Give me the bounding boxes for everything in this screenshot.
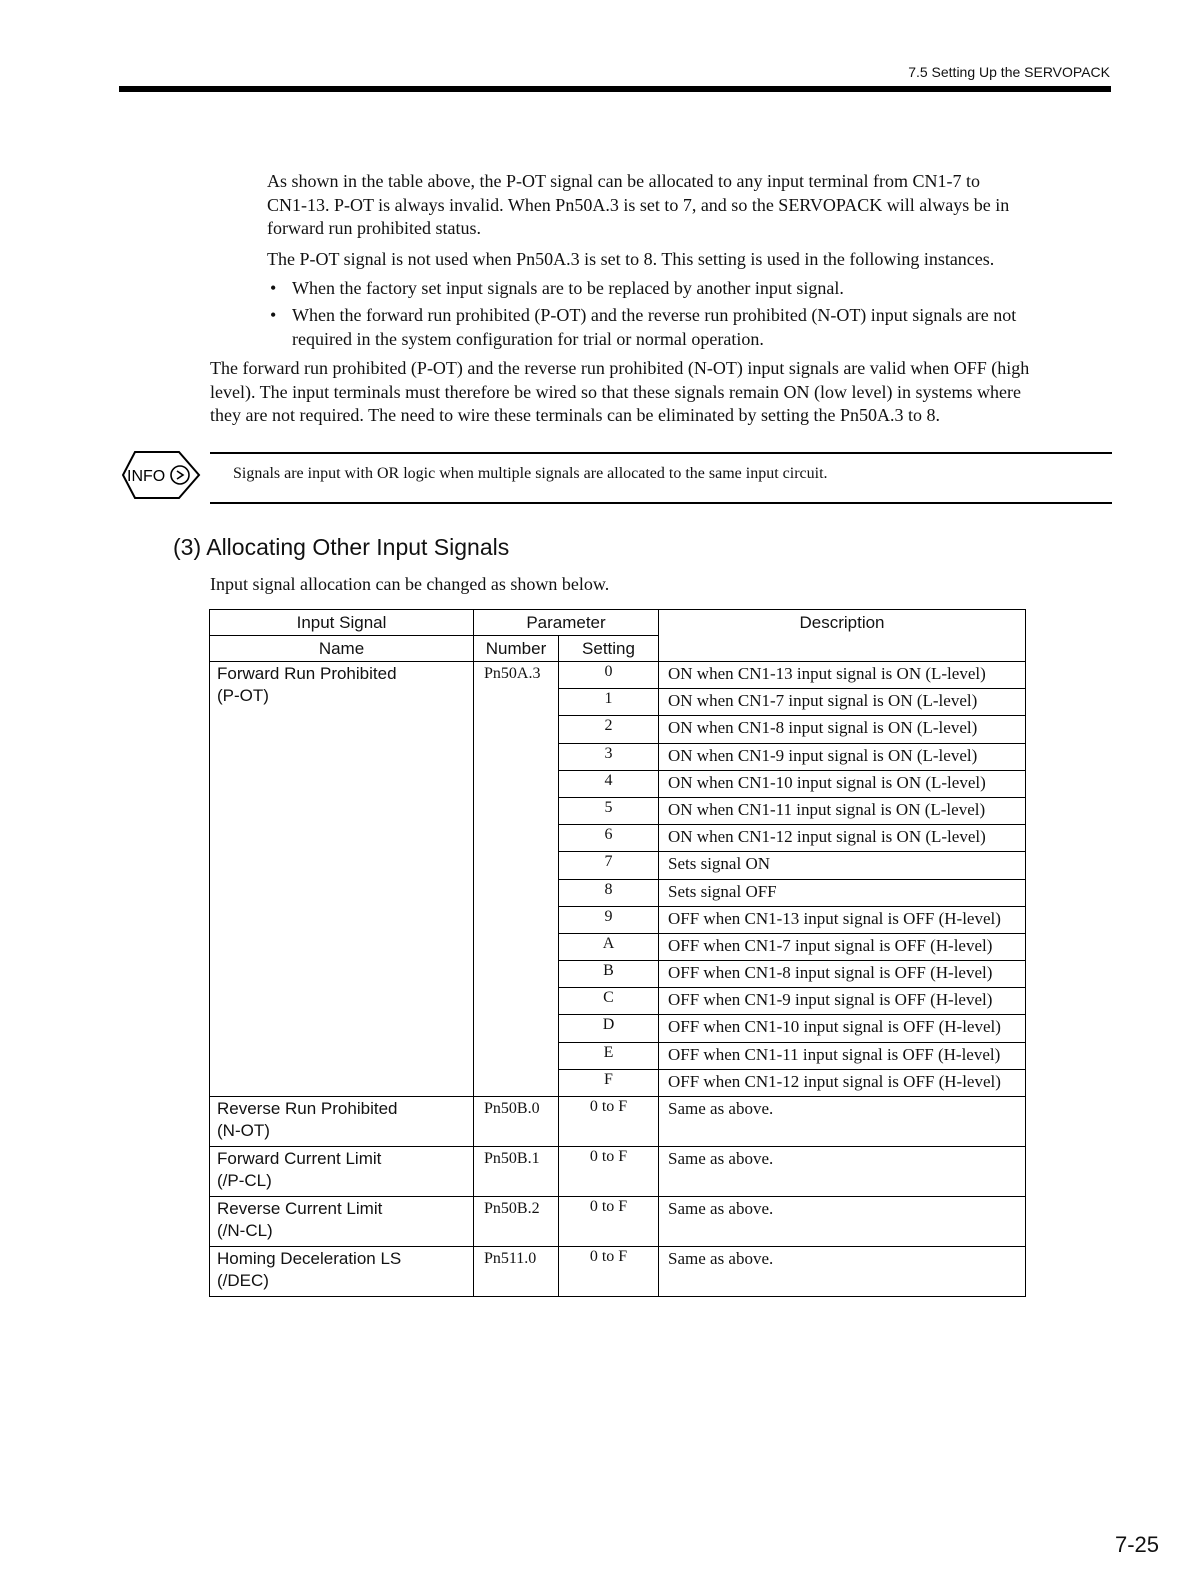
setting-value: D: [559, 1015, 659, 1042]
setting-value: A: [559, 933, 659, 960]
setting-value: B: [559, 961, 659, 988]
setting-description: OFF when CN1-7 input signal is OFF (H-level): [659, 933, 1026, 960]
setting-description: ON when CN1-9 input signal is ON (L-level): [659, 743, 1026, 770]
setting-value: F: [559, 1069, 659, 1096]
running-header: 7.5 Setting Up the SERVOPACK: [908, 64, 1110, 80]
header-parameter: Parameter: [474, 610, 659, 636]
table-row: [210, 662, 1026, 689]
section-title: (3) Allocating Other Input Signals: [173, 534, 510, 560]
setting-value: 0 to F: [559, 1097, 659, 1147]
header-setting: Setting: [559, 636, 659, 662]
signal-name: Homing Deceleration LS: [217, 1249, 402, 1268]
info-icon-graphic: [121, 450, 203, 500]
setting-description: OFF when CN1-8 input signal is OFF (H-level): [659, 961, 1026, 988]
setting-value: 0 to F: [559, 1147, 659, 1197]
bullet-item: [270, 304, 1110, 352]
setting-value: 1: [559, 689, 659, 716]
header-number: Number: [474, 636, 559, 662]
signal-name-cell: [210, 1197, 474, 1247]
setting-description: Same as above.: [659, 1097, 1026, 1147]
bullet-marker: •: [270, 278, 277, 298]
setting-value: 9: [559, 906, 659, 933]
signal-name: Forward Current Limit: [217, 1149, 382, 1168]
text-line: forward run prohibited status.: [267, 218, 481, 238]
setting-value: 0 to F: [559, 1197, 659, 1247]
parameter-number: Pn50B.1: [474, 1147, 559, 1197]
setting-value: E: [559, 1042, 659, 1069]
setting-value: 0: [559, 662, 659, 689]
header-description: Description: [659, 610, 1026, 662]
bullet-text: When the factory set input signals are to be replaced by another input signal.: [292, 278, 844, 298]
setting-description: ON when CN1-13 input signal is ON (L-level): [659, 662, 1026, 689]
signal-name: Forward Run Prohibited: [217, 664, 397, 683]
bullet-item: [270, 277, 1110, 301]
setting-value: 5: [559, 797, 659, 824]
signal-name: Reverse Current Limit: [217, 1199, 383, 1218]
info-icon-label: INFO: [127, 468, 166, 485]
bullet-text: [292, 304, 1016, 351]
text-line: they are not required. The need to wire these terminals can be eliminated by setting the Pn50A.3 to 8.: [210, 405, 940, 425]
setting-description: Same as above.: [659, 1247, 1026, 1297]
signal-abbrev: (/N-CL): [217, 1221, 273, 1240]
setting-description: OFF when CN1-10 input signal is OFF (H-level): [659, 1015, 1026, 1042]
text-line: CN1-13. P-OT is always invalid. When Pn50A.3 is set to 7, and so the SERVOPACK will always be in: [267, 194, 1010, 215]
signal-name-cell: [210, 1097, 474, 1147]
paragraph-overtravel-wiring: [210, 357, 1029, 428]
setting-description: Same as above.: [659, 1147, 1026, 1197]
signal-abbrev: (/DEC): [217, 1271, 269, 1290]
text-line: When the forward run prohibited (P-OT) and the reverse run prohibited (N-OT) input signals are not: [292, 305, 1017, 325]
header-name: Name: [210, 636, 474, 662]
header-input-signal: Input Signal: [210, 610, 474, 636]
setting-description: ON when CN1-8 input signal is ON (L-level): [659, 716, 1026, 743]
setting-description: OFF when CN1-12 input signal is OFF (H-level): [659, 1069, 1026, 1096]
text-line: The forward run prohibited (P-OT) and the reverse run prohibited (N-OT) input signals are valid when OFF (high: [210, 358, 1030, 378]
info-note: Signals are input with OR logic when multiple signals are allocated to the same input circuit.: [233, 465, 828, 482]
setting-value: 7: [559, 852, 659, 879]
info-icon: [121, 450, 203, 500]
page-number: 7-25: [1115, 1532, 1160, 1557]
parameter-number: Pn50A.3: [474, 662, 559, 1097]
setting-value: C: [559, 988, 659, 1015]
header-rule: [119, 86, 1111, 92]
parameter-number: Pn50B.2: [474, 1197, 559, 1247]
paragraph-p-ot-unused: The P-OT signal is not used when Pn50A.3 is set to 8. This setting is used in the following instances.: [267, 249, 995, 269]
setting-description: OFF when CN1-13 input signal is OFF (H-level): [659, 906, 1026, 933]
text-line: required in the system configuration for trial or normal operation.: [292, 328, 764, 349]
setting-description: ON when CN1-12 input signal is ON (L-level): [659, 825, 1026, 852]
setting-description: ON when CN1-7 input signal is ON (L-level): [659, 689, 1026, 716]
table-row: [210, 1247, 1026, 1297]
setting-value: 0 to F: [559, 1247, 659, 1297]
signal-name: Reverse Run Prohibited: [217, 1099, 398, 1118]
setting-description: OFF when CN1-9 input signal is OFF (H-level): [659, 988, 1026, 1015]
signal-abbrev: (P-OT): [217, 686, 269, 705]
setting-value: 3: [559, 743, 659, 770]
signal-name-cell: [210, 662, 474, 1097]
setting-value: 8: [559, 879, 659, 906]
setting-description: Sets signal OFF: [659, 879, 1026, 906]
signal-abbrev: (/P-CL): [217, 1171, 272, 1190]
table-row: [210, 1097, 1026, 1147]
parameter-number: Pn511.0: [474, 1247, 559, 1297]
text-line: As shown in the table above, the P-OT signal can be allocated to any input terminal from CN1-7 to: [267, 171, 981, 191]
info-top-rule: [210, 452, 1112, 454]
section-intro: Input signal allocation can be changed as shown below.: [210, 574, 610, 594]
setting-description: ON when CN1-11 input signal is ON (L-level): [659, 797, 1026, 824]
table-row: [210, 1197, 1026, 1247]
info-bottom-rule: [210, 502, 1112, 504]
setting-value: 4: [559, 770, 659, 797]
setting-value: 2: [559, 716, 659, 743]
setting-value: 6: [559, 825, 659, 852]
table-header-row: [210, 610, 1026, 636]
setting-description: Sets signal ON: [659, 852, 1026, 879]
signal-name-cell: [210, 1147, 474, 1197]
setting-description: Same as above.: [659, 1197, 1026, 1247]
signal-abbrev: (N-OT): [217, 1121, 270, 1140]
table-row: [210, 1147, 1026, 1197]
input-signal-allocation-table: [209, 609, 1026, 1297]
signal-name-cell: [210, 1247, 474, 1297]
setting-description: OFF when CN1-11 input signal is OFF (H-level): [659, 1042, 1026, 1069]
setting-description: ON when CN1-10 input signal is ON (L-level): [659, 770, 1026, 797]
text-line: level). The input terminals must therefore be wired so that these signals remain ON (low level) in systems where: [210, 381, 1021, 402]
paragraph-p-ot-allocation: [267, 170, 1009, 241]
bullet-marker: •: [270, 305, 277, 325]
parameter-number: Pn50B.0: [474, 1097, 559, 1147]
